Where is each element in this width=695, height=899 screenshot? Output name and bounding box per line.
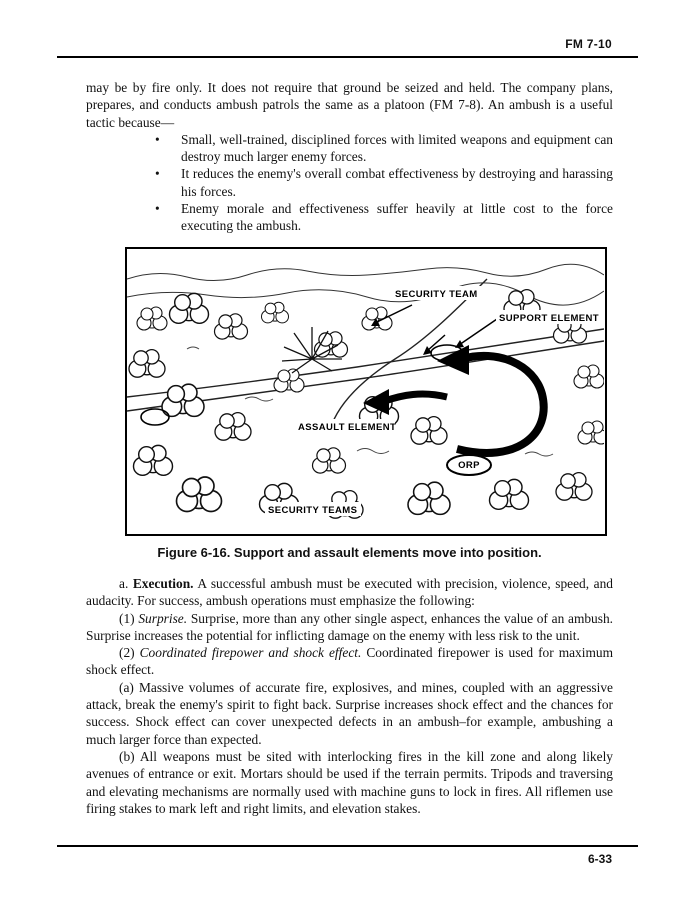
page-content [86, 79, 613, 817]
paragraph-lead: (2) [119, 645, 140, 661]
paragraph-bold-term: Execution. [132, 575, 194, 591]
paragraph-intro: may be by fire only. It does not require that ground be seized and held. The company plans, prepares, and conducts ambush patrols the same as a platoon (FM 7-8). An ambush is a useful tactic because— [86, 80, 613, 130]
bullet-icon: • [155, 131, 160, 147]
paragraph-surprise [86, 610, 613, 645]
support-element-label: SUPPORT ELEMENT [499, 312, 599, 324]
paragraph-text: Coordinated firepower is used for maximum shock effect. [86, 645, 613, 678]
header-doc-code: FM 7-10 [565, 37, 612, 51]
paragraph-execution [86, 575, 613, 610]
figure-illustration [127, 249, 604, 533]
paragraph-sub-a [86, 679, 613, 748]
header-rule [57, 56, 638, 58]
paragraph-italic-term: Coordinated firepower and shock effect. [139, 645, 362, 661]
figure-caption: Figure 6-16. Support and assault elements move into position. [157, 544, 542, 560]
paragraph-text: Surprise, more than any other single aspect, enhances the value of an ambush. Surprise increases the potential for inflicting damage on the enemy with less risk to the unit. [86, 610, 613, 643]
footer-rule [57, 845, 638, 847]
assault-element-label: ASSAULT ELEMENT [298, 421, 397, 433]
bullet-icon: • [155, 201, 160, 217]
orp-label: ORP [458, 459, 480, 471]
figure-label-security-team [391, 286, 481, 300]
list-item [155, 165, 613, 200]
paragraph-lead: (a) [119, 679, 139, 695]
security-teams-label: SECURITY TEAMS [268, 504, 358, 516]
list-item [155, 131, 613, 166]
paragraph-text: A successful ambush must be executed with precision, violence, speed, and audacity. For success, ambush operations must emphasize the following: [86, 575, 613, 609]
page-number: 6-33 [587, 852, 612, 866]
paragraph-lead: (1) [119, 610, 139, 626]
figure-box [125, 247, 607, 536]
bullet-text: Small, well-trained, disciplined forces with limited weapons and equipment can destroy much larger enemy forces. [181, 131, 613, 165]
paragraph-text: All weapons must be sited with interlocking fires in the kill zone and along likely avenues of entrance or exit. Mortars should be used if the terrain permits. Tripods and traversing and elevating mechanisms are normally used with machine guns to lock in fires. All riflemen use firing stakes to mark left and right limits, and elevation stakes. [86, 748, 613, 816]
figure-label-security-teams [265, 502, 361, 516]
bullet-list [86, 131, 613, 235]
paragraph-italic-term: Surprise. [138, 610, 188, 626]
paragraph-firepower [86, 644, 613, 679]
figure-label-orp [458, 460, 480, 471]
list-item [155, 200, 613, 235]
paragraph-sub-b [86, 748, 613, 817]
bullet-text: It reduces the enemy's overall combat effectiveness by destroying and harassing his forces. [181, 166, 613, 199]
security-team-label: SECURITY TEAM [395, 288, 478, 300]
paragraph-lead: a. [119, 575, 133, 591]
figure-label-assault-element [295, 419, 396, 433]
figure-label-support-element [496, 310, 599, 324]
paragraph-lead: (b) [119, 748, 140, 764]
bullet-icon: • [155, 166, 160, 182]
paragraph-text: Massive volumes of accurate fire, explosives, and mines, coupled with an aggressive attack, break the enemy's spirit to fight back. Surprise increases shock effect and the chances for success. Shock effect can cover unexpected defects in an ambush–for example, ambushing a much larger force than expected. [86, 679, 613, 747]
bullet-text: Enemy morale and effectiveness suffer heavily at little cost to the force executing the ambush. [181, 201, 613, 234]
